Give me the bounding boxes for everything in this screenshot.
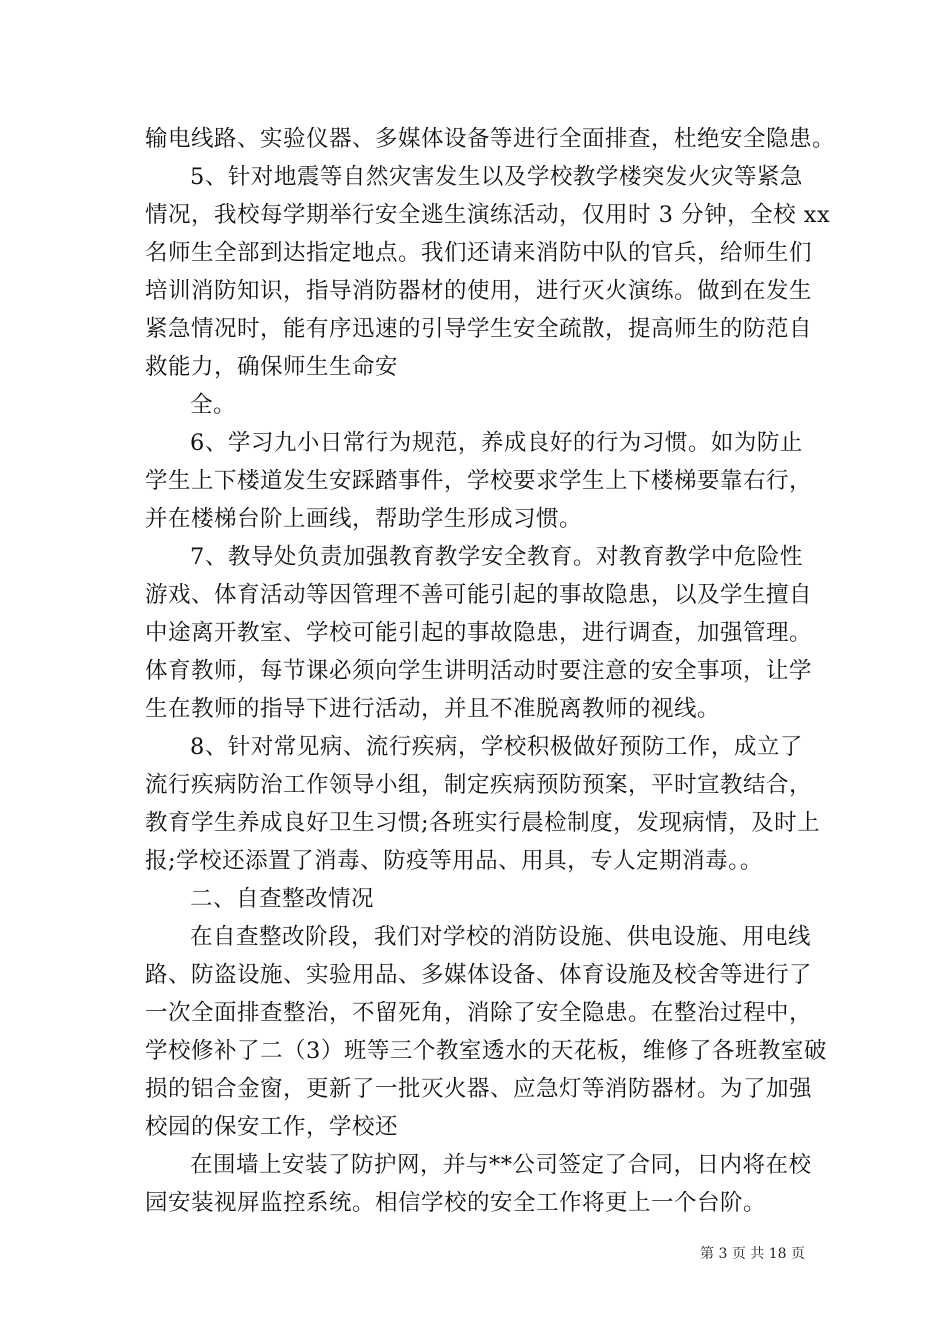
text-line: 全。 bbox=[190, 392, 237, 418]
text-line: 流行疾病防治工作领导小组，制定疾病预防预案，平时宣教结合， bbox=[145, 772, 813, 798]
text-line: 学校修补了二（3）班等三个教室透水的天花板，维修了各班教室破 bbox=[145, 1038, 827, 1064]
text-line: 输电线路、实验仪器、多媒体设备等进行全面排查，杜绝安全隐患。 bbox=[145, 126, 836, 152]
text-line: 损的铝合金窗，更新了一批灭火器、应急灯等消防器材。为了加强 bbox=[145, 1076, 813, 1102]
text-line: 报;学校还添置了消毒、防疫等用品、用具，专人定期消毒。。 bbox=[145, 848, 763, 874]
text-line: 校园的保安工作，学校还 bbox=[145, 1114, 399, 1140]
text-line: 二、自查整改情况 bbox=[190, 886, 375, 912]
document-body bbox=[145, 120, 836, 1222]
text-line: 生在教师的指导下进行活动，并且不准脱离教师的视线。 bbox=[145, 696, 721, 722]
text-line: 园安装视屏监控系统。相信学校的安全工作将更上一个台阶。 bbox=[145, 1190, 767, 1216]
text-line: 中途离开教室、学校可能引起的事故隐患，进行调查，加强管理。 bbox=[145, 620, 813, 646]
text-line: 并在楼梯台阶上画线，帮助学生形成习惯。 bbox=[145, 506, 583, 532]
text-line: 7、教导处负责加强教育教学安全教育。对教育教学中危险性 bbox=[190, 544, 803, 570]
text-line: 6、学习九小日常行为规范，养成良好的行为习惯。如为防止 bbox=[190, 430, 803, 456]
text-line: 教育学生养成良好卫生习惯;各班实行晨检制度，发现病情，及时上 bbox=[145, 810, 821, 836]
text-line: 一次全面排查整治，不留死角，消除了安全隐患。在整治过程中， bbox=[145, 1000, 813, 1026]
text-line: 紧急情况时，能有序迅速的引导学生安全疏散，提高师生的防范自 bbox=[145, 316, 813, 342]
page-footer: 第 3 页 共 18 页 bbox=[700, 1246, 805, 1262]
text-line: 5、针对地震等自然灾害发生以及学校教学楼突发火灾等紧急 bbox=[190, 164, 803, 190]
text-line: 在自查整改阶段，我们对学校的消防设施、供电设施、用电线 bbox=[190, 924, 812, 950]
text-line: 学生上下楼道发生安踩踏事件，学校要求学生上下楼梯要靠右行， bbox=[145, 468, 813, 494]
text-line: 在围墙上安装了防护网，并与**公司签定了合同，日内将在校 bbox=[190, 1152, 812, 1178]
text-line: 培训消防知识，指导消防器材的使用，进行灭火演练。做到在发生 bbox=[145, 278, 813, 304]
text-line: 游戏、体育活动等因管理不善可能引起的事故隐患，以及学生擅自 bbox=[145, 582, 813, 608]
text-line: 情况，我校每学期举行安全逃生演练活动，仅用时 3 分钟，全校 xx bbox=[145, 202, 831, 228]
text-line: 体育教师，每节课必须向学生讲明活动时要注意的安全事项，让学 bbox=[145, 658, 813, 684]
text-line: 8、针对常见病、流行疾病，学校积极做好预防工作，成立了 bbox=[190, 734, 803, 760]
text-line: 路、防盗设施、实验用品、多媒体设备、体育设施及校舍等进行了 bbox=[145, 962, 813, 988]
text-line: 救能力，确保师生生命安 bbox=[145, 354, 399, 380]
text-line: 名师生全部到达指定地点。我们还请来消防中队的官兵，给师生们 bbox=[145, 240, 813, 266]
